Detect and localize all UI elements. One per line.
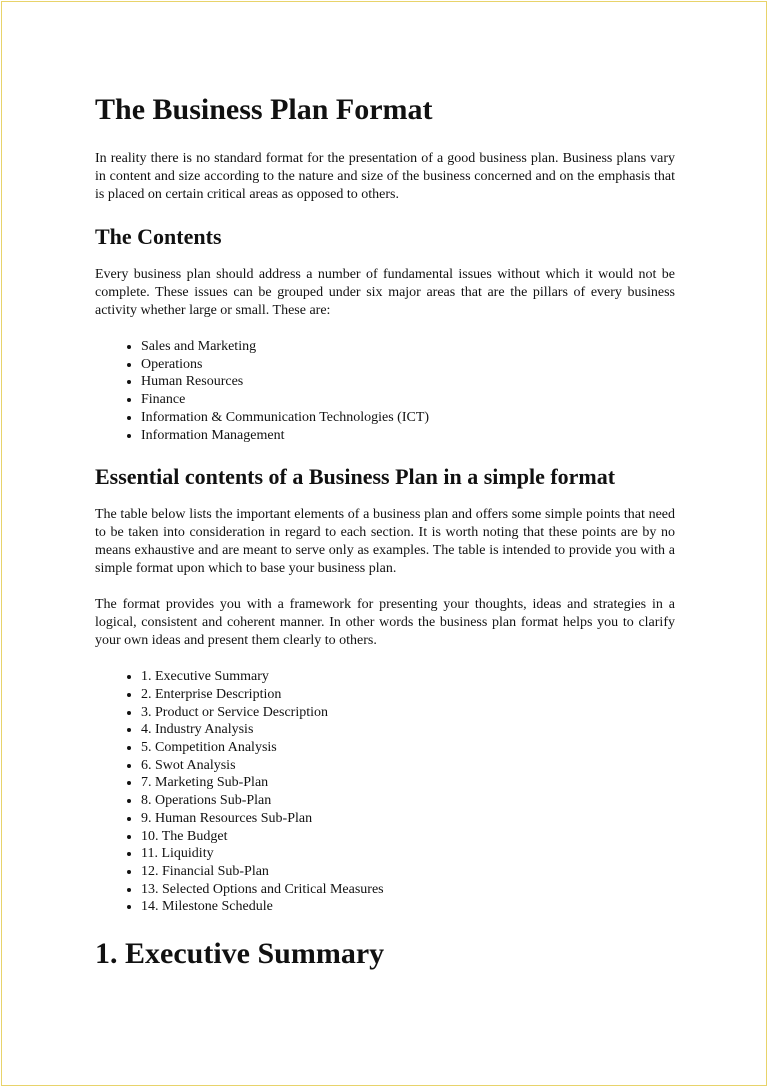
areas-list — [95, 338, 675, 444]
list-item: • 5. Competition Analysis — [141, 739, 675, 757]
contents-paragraph: Every business plan should address a number of fundamental issues without which it would not be complete. These issues can be grouped under six major areas that are the pillars of every business activity whether large or small. These are: — [95, 267, 675, 318]
list-item: • 4. Industry Analysis — [141, 721, 675, 739]
list-item: • 3. Product or Service Description — [141, 704, 675, 722]
list-item: • 13. Selected Options and Critical Measures — [141, 881, 675, 899]
list-item: • Operations — [141, 356, 675, 374]
page-title: The Business Plan Format — [95, 93, 433, 126]
document-content — [95, 90, 675, 994]
executive-summary-heading: 1. Executive Summary — [95, 937, 385, 971]
essential-paragraph-1: The table below lists the important elements of a business plan and offers some simple points that need to be taken into consideration in regard to each section. It is worth noting that these points are by no means exhaustive and are meant to serve only as examples. The table is intended to provide you with a simple format upon which to base your business plan. — [95, 507, 675, 577]
list-item: • 12. Financial Sub-Plan — [141, 863, 675, 881]
list-item: • 9. Human Resources Sub-Plan — [141, 810, 675, 828]
essential-paragraph-2: The format provides you with a framework for presenting your thoughts, ideas and strategies in a logical, consistent and coherent manner. In other words the business plan format helps you to clarify your own ideas and present them clearly to others. — [95, 597, 675, 649]
list-item: • 6. Swot Analysis — [141, 757, 675, 775]
list-item: • 8. Operations Sub-Plan — [141, 792, 675, 810]
essential-heading: Essential contents of a Business Plan in a simple format — [95, 464, 616, 490]
list-item: • 1. Executive Summary — [141, 668, 675, 686]
list-item: • 2. Enterprise Description — [141, 686, 675, 704]
list-item: • 10. The Budget — [141, 828, 675, 846]
intro-paragraph: In reality there is no standard format for the presentation of a good business plan. Business plans vary in content and size according to the nature and size of the business concerned and on the emphasis that is placed on certain critical areas as opposed to others. — [95, 151, 675, 202]
list-item: • Human Resources — [141, 373, 675, 391]
document-page — [1, 1, 767, 1086]
list-item: • Finance — [141, 391, 675, 409]
sections-list — [95, 668, 675, 916]
list-item: • 11. Liquidity — [141, 845, 675, 863]
contents-heading: The Contents — [95, 224, 222, 249]
list-item: • Information & Communication Technologies (ICT) — [141, 409, 675, 427]
list-item: • 7. Marketing Sub-Plan — [141, 774, 675, 792]
list-item: • 14. Milestone Schedule — [141, 898, 675, 916]
list-item: • Sales and Marketing — [141, 338, 675, 356]
list-item: • Information Management — [141, 427, 675, 445]
